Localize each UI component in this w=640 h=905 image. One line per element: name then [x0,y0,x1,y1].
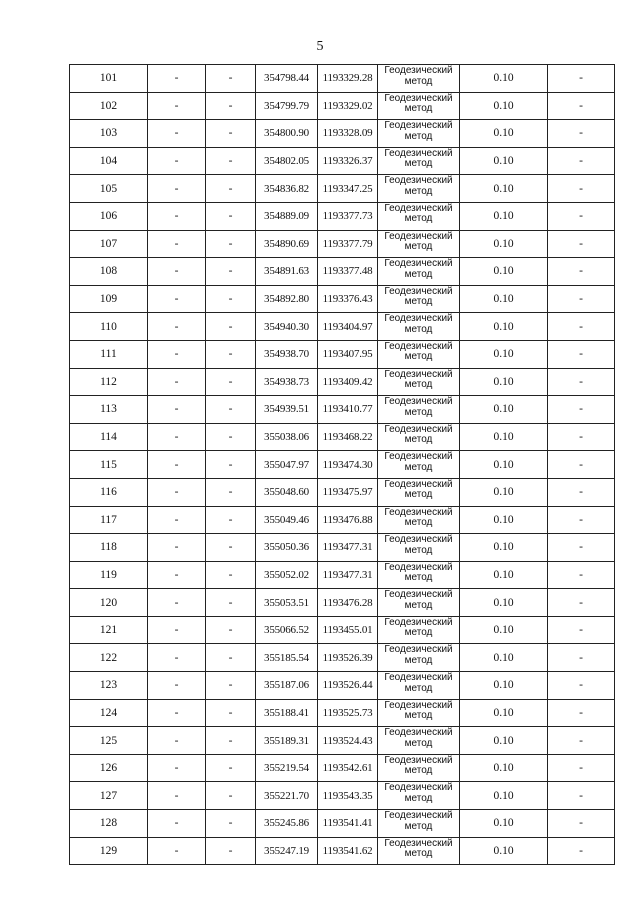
column-2-cell: - [148,230,206,258]
accuracy-cell: 0.10 [460,340,548,368]
method-cell: Геодезический метод [378,175,460,203]
column-8-cell: - [548,534,615,562]
accuracy-cell: 0.10 [460,175,548,203]
y-coordinate-cell: 1193407.95 [318,340,378,368]
column-3-cell: - [206,810,256,838]
accuracy-cell: 0.10 [460,534,548,562]
table-row [70,65,615,93]
x-coordinate-cell: 354891.63 [256,258,318,286]
method-cell: Геодезический метод [378,561,460,589]
table-row [70,561,615,589]
column-8-cell: - [548,589,615,617]
x-coordinate-cell: 355050.36 [256,534,318,562]
column-3-cell: - [206,147,256,175]
column-8-cell: - [548,340,615,368]
accuracy-cell: 0.10 [460,672,548,700]
accuracy-cell: 0.10 [460,396,548,424]
column-8-cell: - [548,313,615,341]
accuracy-cell: 0.10 [460,506,548,534]
y-coordinate-cell: 1193526.39 [318,644,378,672]
x-coordinate-cell: 354799.79 [256,92,318,120]
column-3-cell: - [206,837,256,865]
y-coordinate-cell: 1193476.88 [318,506,378,534]
method-cell: Геодезический метод [378,837,460,865]
column-2-cell: - [148,478,206,506]
y-coordinate-cell: 1193524.43 [318,727,378,755]
column-8-cell: - [548,202,615,230]
column-3-cell: - [206,754,256,782]
method-cell: Геодезический метод [378,644,460,672]
point-number-cell: 126 [70,754,148,782]
table-row [70,616,615,644]
column-3-cell: - [206,340,256,368]
method-cell: Геодезический метод [378,147,460,175]
table-row [70,699,615,727]
column-2-cell: - [148,506,206,534]
column-3-cell: - [206,175,256,203]
method-cell: Геодезический метод [378,313,460,341]
column-8-cell: - [548,561,615,589]
point-number-cell: 123 [70,672,148,700]
x-coordinate-cell: 354938.73 [256,368,318,396]
y-coordinate-cell: 1193475.97 [318,478,378,506]
x-coordinate-cell: 354940.30 [256,313,318,341]
y-coordinate-cell: 1193474.30 [318,451,378,479]
point-number-cell: 110 [70,313,148,341]
method-cell: Геодезический метод [378,423,460,451]
method-cell: Геодезический метод [378,754,460,782]
point-number-cell: 127 [70,782,148,810]
column-3-cell: - [206,534,256,562]
accuracy-cell: 0.10 [460,782,548,810]
column-8-cell: - [548,230,615,258]
x-coordinate-cell: 355221.70 [256,782,318,810]
table-row [70,837,615,865]
y-coordinate-cell: 1193377.48 [318,258,378,286]
table-row [70,478,615,506]
column-2-cell: - [148,340,206,368]
column-8-cell: - [548,782,615,810]
y-coordinate-cell: 1193410.77 [318,396,378,424]
x-coordinate-cell: 354939.51 [256,396,318,424]
column-2-cell: - [148,699,206,727]
table-row [70,451,615,479]
column-3-cell: - [206,672,256,700]
point-number-cell: 111 [70,340,148,368]
table-row [70,396,615,424]
column-3-cell: - [206,423,256,451]
column-8-cell: - [548,423,615,451]
point-number-cell: 104 [70,147,148,175]
column-3-cell: - [206,368,256,396]
point-number-cell: 128 [70,810,148,838]
x-coordinate-cell: 355185.54 [256,644,318,672]
table-row [70,285,615,313]
point-number-cell: 112 [70,368,148,396]
column-2-cell: - [148,423,206,451]
point-number-cell: 106 [70,202,148,230]
x-coordinate-cell: 355247.19 [256,837,318,865]
x-coordinate-cell: 354889.09 [256,202,318,230]
table-body [70,65,615,865]
column-8-cell: - [548,699,615,727]
method-cell: Геодезический метод [378,120,460,148]
table-row [70,589,615,617]
column-8-cell: - [548,672,615,700]
point-number-cell: 121 [70,616,148,644]
column-2-cell: - [148,65,206,93]
column-3-cell: - [206,202,256,230]
point-number-cell: 114 [70,423,148,451]
point-number-cell: 109 [70,285,148,313]
column-3-cell: - [206,561,256,589]
table-row [70,506,615,534]
y-coordinate-cell: 1193542.61 [318,754,378,782]
point-number-cell: 124 [70,699,148,727]
column-2-cell: - [148,120,206,148]
column-8-cell: - [548,396,615,424]
x-coordinate-cell: 354798.44 [256,65,318,93]
method-cell: Геодезический метод [378,699,460,727]
method-cell: Геодезический метод [378,451,460,479]
x-coordinate-cell: 355048.60 [256,478,318,506]
accuracy-cell: 0.10 [460,589,548,617]
method-cell: Геодезический метод [378,534,460,562]
point-number-cell: 105 [70,175,148,203]
x-coordinate-cell: 354802.05 [256,147,318,175]
accuracy-cell: 0.10 [460,423,548,451]
coordinates-table [69,64,615,865]
x-coordinate-cell: 355053.51 [256,589,318,617]
y-coordinate-cell: 1193329.28 [318,65,378,93]
column-8-cell: - [548,616,615,644]
x-coordinate-cell: 355245.86 [256,810,318,838]
table-row [70,644,615,672]
table-row [70,230,615,258]
column-3-cell: - [206,65,256,93]
y-coordinate-cell: 1193329.02 [318,92,378,120]
table-row [70,754,615,782]
accuracy-cell: 0.10 [460,727,548,755]
column-8-cell: - [548,810,615,838]
accuracy-cell: 0.10 [460,644,548,672]
method-cell: Геодезический метод [378,727,460,755]
accuracy-cell: 0.10 [460,147,548,175]
table-row [70,672,615,700]
x-coordinate-cell: 354890.69 [256,230,318,258]
column-3-cell: - [206,782,256,810]
table-row [70,147,615,175]
column-3-cell: - [206,451,256,479]
column-2-cell: - [148,534,206,562]
column-8-cell: - [548,727,615,755]
x-coordinate-cell: 355219.54 [256,754,318,782]
accuracy-cell: 0.10 [460,837,548,865]
method-cell: Геодезический метод [378,368,460,396]
point-number-cell: 103 [70,120,148,148]
accuracy-cell: 0.10 [460,258,548,286]
column-8-cell: - [548,478,615,506]
table-row [70,92,615,120]
x-coordinate-cell: 355047.97 [256,451,318,479]
accuracy-cell: 0.10 [460,561,548,589]
column-8-cell: - [548,65,615,93]
y-coordinate-cell: 1193541.41 [318,810,378,838]
column-8-cell: - [548,120,615,148]
column-8-cell: - [548,258,615,286]
x-coordinate-cell: 355066.52 [256,616,318,644]
table-row [70,258,615,286]
point-number-cell: 117 [70,506,148,534]
column-3-cell: - [206,230,256,258]
column-2-cell: - [148,589,206,617]
method-cell: Геодезический метод [378,506,460,534]
y-coordinate-cell: 1193404.97 [318,313,378,341]
point-number-cell: 125 [70,727,148,755]
point-number-cell: 120 [70,589,148,617]
column-8-cell: - [548,451,615,479]
column-2-cell: - [148,313,206,341]
column-3-cell: - [206,285,256,313]
accuracy-cell: 0.10 [460,285,548,313]
table-row [70,368,615,396]
column-2-cell: - [148,782,206,810]
column-3-cell: - [206,589,256,617]
column-3-cell: - [206,478,256,506]
method-cell: Геодезический метод [378,285,460,313]
x-coordinate-cell: 355052.02 [256,561,318,589]
table-row [70,313,615,341]
y-coordinate-cell: 1193476.28 [318,589,378,617]
y-coordinate-cell: 1193543.35 [318,782,378,810]
column-3-cell: - [206,506,256,534]
column-8-cell: - [548,175,615,203]
column-2-cell: - [148,754,206,782]
accuracy-cell: 0.10 [460,313,548,341]
table-row [70,202,615,230]
accuracy-cell: 0.10 [460,616,548,644]
x-coordinate-cell: 355189.31 [256,727,318,755]
point-number-cell: 116 [70,478,148,506]
method-cell: Геодезический метод [378,65,460,93]
column-2-cell: - [148,672,206,700]
y-coordinate-cell: 1193468.22 [318,423,378,451]
column-8-cell: - [548,368,615,396]
accuracy-cell: 0.10 [460,699,548,727]
y-coordinate-cell: 1193541.62 [318,837,378,865]
method-cell: Геодезический метод [378,616,460,644]
column-3-cell: - [206,313,256,341]
accuracy-cell: 0.10 [460,478,548,506]
y-coordinate-cell: 1193377.79 [318,230,378,258]
column-3-cell: - [206,616,256,644]
table-row [70,782,615,810]
point-number-cell: 102 [70,92,148,120]
x-coordinate-cell: 355187.06 [256,672,318,700]
accuracy-cell: 0.10 [460,92,548,120]
accuracy-cell: 0.10 [460,810,548,838]
column-3-cell: - [206,699,256,727]
method-cell: Геодезический метод [378,92,460,120]
column-8-cell: - [548,754,615,782]
column-2-cell: - [148,368,206,396]
column-8-cell: - [548,837,615,865]
accuracy-cell: 0.10 [460,451,548,479]
accuracy-cell: 0.10 [460,368,548,396]
method-cell: Геодезический метод [378,202,460,230]
x-coordinate-cell: 355188.41 [256,699,318,727]
column-8-cell: - [548,147,615,175]
accuracy-cell: 0.10 [460,65,548,93]
column-2-cell: - [148,258,206,286]
column-3-cell: - [206,644,256,672]
y-coordinate-cell: 1193409.42 [318,368,378,396]
column-3-cell: - [206,396,256,424]
accuracy-cell: 0.10 [460,754,548,782]
x-coordinate-cell: 355038.06 [256,423,318,451]
point-number-cell: 108 [70,258,148,286]
method-cell: Геодезический метод [378,258,460,286]
method-cell: Геодезический метод [378,782,460,810]
method-cell: Геодезический метод [378,810,460,838]
table-row [70,423,615,451]
x-coordinate-cell: 354938.70 [256,340,318,368]
table-row [70,175,615,203]
table-row [70,727,615,755]
point-number-cell: 107 [70,230,148,258]
accuracy-cell: 0.10 [460,120,548,148]
column-2-cell: - [148,175,206,203]
column-3-cell: - [206,92,256,120]
column-2-cell: - [148,285,206,313]
method-cell: Геодезический метод [378,396,460,424]
column-2-cell: - [148,451,206,479]
column-2-cell: - [148,396,206,424]
column-3-cell: - [206,258,256,286]
x-coordinate-cell: 354892.80 [256,285,318,313]
point-number-cell: 122 [70,644,148,672]
y-coordinate-cell: 1193525.73 [318,699,378,727]
y-coordinate-cell: 1193326.37 [318,147,378,175]
x-coordinate-cell: 354836.82 [256,175,318,203]
column-2-cell: - [148,837,206,865]
column-8-cell: - [548,644,615,672]
column-3-cell: - [206,120,256,148]
column-2-cell: - [148,727,206,755]
y-coordinate-cell: 1193376.43 [318,285,378,313]
method-cell: Геодезический метод [378,230,460,258]
column-2-cell: - [148,810,206,838]
y-coordinate-cell: 1193377.73 [318,202,378,230]
method-cell: Геодезический метод [378,589,460,617]
y-coordinate-cell: 1193347.25 [318,175,378,203]
page-number: 5 [316,39,324,54]
table-row [70,120,615,148]
column-8-cell: - [548,285,615,313]
x-coordinate-cell: 355049.46 [256,506,318,534]
y-coordinate-cell: 1193526.44 [318,672,378,700]
accuracy-cell: 0.10 [460,202,548,230]
accuracy-cell: 0.10 [460,230,548,258]
point-number-cell: 118 [70,534,148,562]
y-coordinate-cell: 1193328.09 [318,120,378,148]
point-number-cell: 113 [70,396,148,424]
table-row [70,534,615,562]
column-2-cell: - [148,561,206,589]
y-coordinate-cell: 1193477.31 [318,561,378,589]
point-number-cell: 115 [70,451,148,479]
method-cell: Геодезический метод [378,672,460,700]
method-cell: Геодезический метод [378,340,460,368]
column-3-cell: - [206,727,256,755]
x-coordinate-cell: 354800.90 [256,120,318,148]
column-2-cell: - [148,616,206,644]
column-2-cell: - [148,92,206,120]
y-coordinate-cell: 1193455.01 [318,616,378,644]
point-number-cell: 129 [70,837,148,865]
y-coordinate-cell: 1193477.31 [318,534,378,562]
column-8-cell: - [548,92,615,120]
column-8-cell: - [548,506,615,534]
column-2-cell: - [148,644,206,672]
column-2-cell: - [148,147,206,175]
point-number-cell: 101 [70,65,148,93]
point-number-cell: 119 [70,561,148,589]
column-2-cell: - [148,202,206,230]
table-row [70,340,615,368]
method-cell: Геодезический метод [378,478,460,506]
table-row [70,810,615,838]
